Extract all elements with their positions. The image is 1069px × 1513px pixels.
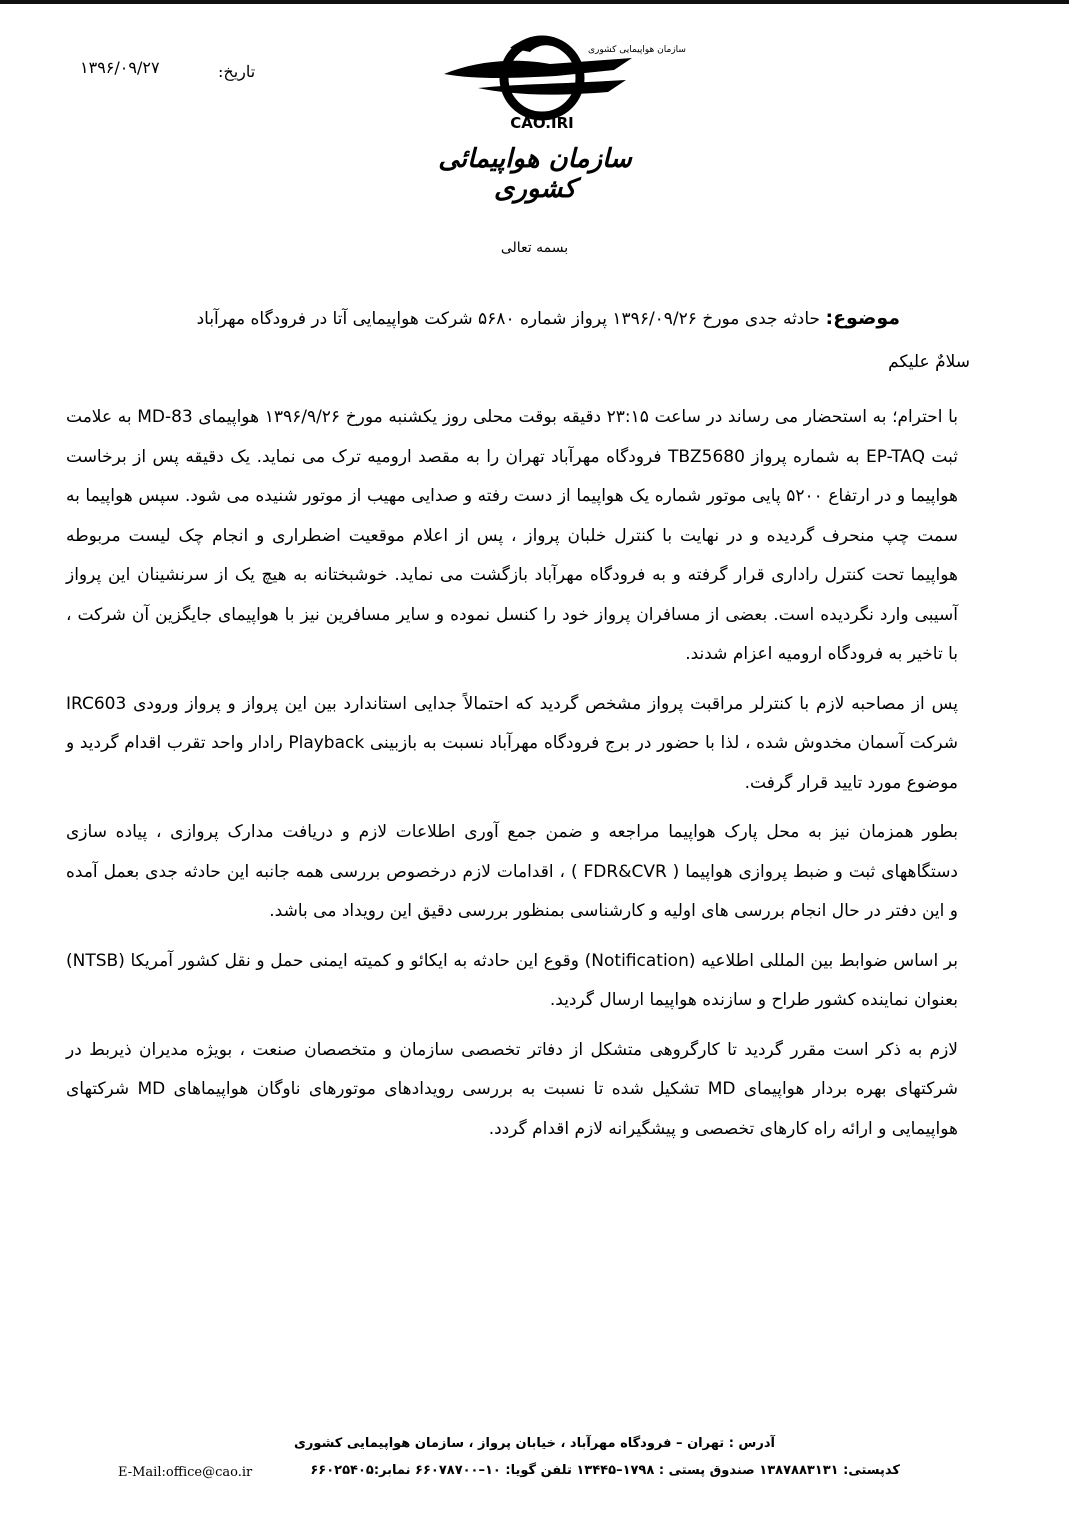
greeting: سلامٌ علیکم [888, 352, 970, 372]
basmala: بسمه تعالی [500, 240, 569, 256]
paragraph-5: لازم به ذکر است مقرر گردید تا کارگروهی متشکل از دفاتر تخصصی سازمان و متخصصان صنعت ، بویژه مدیران ذیربط در شرکتهای بهره بردار هواپیمای MD تشکیل شده تا نسبت به بررسی رویدادهای موتورهای ناوگان هواپیماهای MD شرکتهای هواپیمایی و ارائه راه کارهای تخصصی و پیشگیرانه لازم اقدام گردد. [66, 1039, 958, 1139]
date-label: تاریخ: [218, 62, 256, 81]
subject-label: موضوع: [825, 307, 900, 329]
cao-emblem-icon [438, 30, 686, 140]
subject-line [120, 302, 900, 335]
top-border [0, 0, 1069, 4]
paragraph-2: پس از مصاحبه لازم با کنترلر مراقبت پرواز مشخص گردید که احتمالاً جدایی استاندارد بین این پرواز و پرواز ورودی IRC603 شرکت آسمان مخدوش شده ، لذا با حضور در برج فرودگاه مهرآباد نسبت به بازبینی Playback رادار واحد تقرب اقدام گردید و موضوع مورد تایید قرار گرفت. [66, 693, 958, 793]
paragraph-1: با احترام؛ به استحضار می رساند در ساعت ۲۳:۱۵ دقیقه بوقت محلی روز یکشنبه مورخ ۱۳۹۶/۹/۲۶ هواپیمای MD-83 به علامت ثبت EP-TAQ به شماره پرواز TBZ5680 فرودگاه مهرآباد تهران را به مقصد ارومیه ترک می نماید. یک دقیقه پس از برخاست هواپیما و در ارتفاع ۵۲۰۰ پایی موتور شماره یک هواپیما از دست رفته و صدایی مهیب از موتور شنیده می شود. سپس هواپیما به سمت چپ منحرف گردیده و در نهایت با کنترل خلبان پرواز ، پس از اعلام موقعیت اضطراری و انجام چک لیست مربوطه هواپیما تحت کنترل راداری قرار گرفته و به فرودگاه مهرآباد بازگشت می نماید. خوشبختانه به هیچ یک از سرنشینان این پرواز آسیبی وارد نگردیده است. بعضی از مسافران پرواز خود را کنسل نموده و سایر مسافرین نیز با هواپیمای جایگزین آن شرکت ، با تاخیر به فرودگاه ارومیه اعزام شدند. [66, 407, 959, 664]
logo-small-text: سازمان هواپیمایی کشوری [588, 45, 686, 55]
paragraph-4: بر اساس ضوابط بین المللی اطلاعیه (Notification) وقوع این حادثه به ایکائو و کمیته ایمنی حمل و نقل کشور آمریکا (NTSB) بعنوان نماینده کشور طراح و سازنده هواپیما ارسال گردید. [66, 950, 958, 1010]
letter-body [66, 398, 958, 1159]
org-name: سازمان هواپیمائی کشوری [438, 144, 632, 204]
paragraph-3: بطور همزمان نیز به محل پارک هواپیما مراجعه و ضمن جمع آوری اطلاعات لازم و دریافت مدارک پروازی ، پیاده سازی دستگاههای ثبت و ضبط پروازی هواپیما ( FDR&CVR ) ، اقدامات لازم درخصوص بررسی همه جانبه این حادثه جدی بعمل آمده و این دفتر در حال انجام بررسی های اولیه و کارشناسی بمنظور بررسی دقیق این رویداد می باشد. [66, 822, 959, 921]
subject-text: حادثه جدی مورخ ۱۳۹۶/۰۹/۲۶ پرواز شماره ۵۶۸۰ شرکت هواپیمایی آتا در فرودگاه مهرآباد [196, 309, 826, 329]
date-value: ۱۳۹۶/۰۹/۲۷ [80, 58, 160, 77]
footer-contact-info: کدپستی: ۱۳۸۷۸۸۳۱۳۱ صندوق پستی : ۱۷۹۸–۱۳۴۴۵ تلفن گویا: ۱۰–۶۶۰۷۸۷۰۰ نمابر:۶۶۰۲۵۴۰۵ [310, 1463, 900, 1478]
logo-text: CAO.IRI [510, 114, 574, 132]
footer-address: آدرس : تهران – فرودگاه مهرآباد ، خیابان پرواز ، سازمان هواپیمایی کشوری [294, 1436, 775, 1451]
date-block [80, 58, 280, 88]
footer-email: E-Mail:office@cao.ir [118, 1465, 253, 1480]
